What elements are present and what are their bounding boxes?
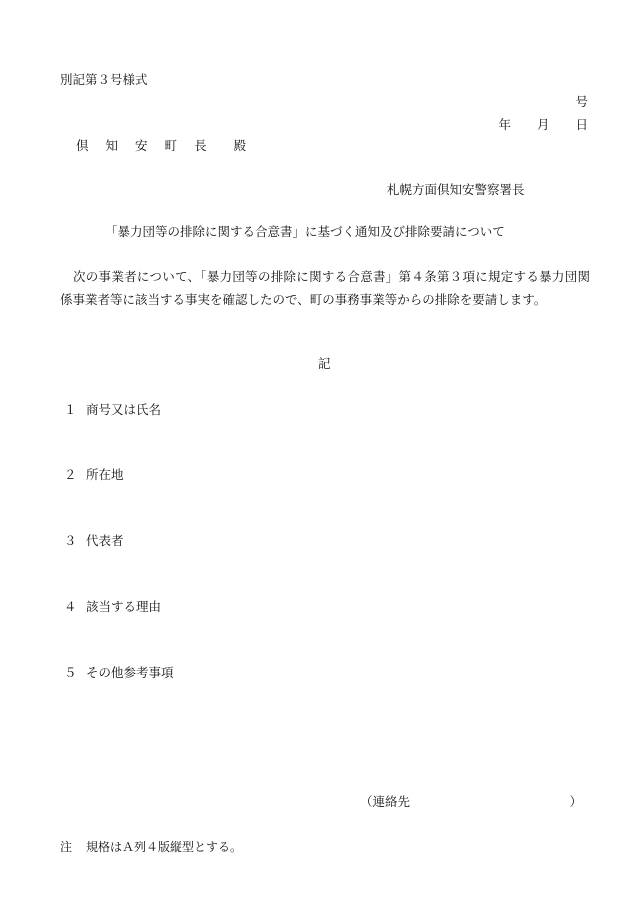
addressee-char: 倶 bbox=[76, 138, 90, 153]
addressee-char: 安 bbox=[135, 138, 149, 153]
item-label: 代表者 bbox=[86, 533, 124, 548]
subject-title: 「暴力団等の排除に関する合意書」に基づく通知及び排除要請について bbox=[105, 224, 505, 239]
date-month-label: 月 bbox=[536, 117, 550, 132]
note-text: 規格はＡ列４版縦型とする。 bbox=[86, 840, 243, 854]
list-item bbox=[64, 531, 124, 549]
body-paragraph: 次の事業者について、「暴力団等の排除に関する合意書」第４条第３項に規定する暴力団関係事業者等に該当する事実を確認したので、町の事務事業等からの排除を要請します。 bbox=[60, 269, 590, 307]
item-label: 商号又は氏名 bbox=[86, 402, 162, 417]
addressee bbox=[76, 136, 247, 154]
item-label: その他参考事項 bbox=[86, 665, 174, 680]
contact-open: （連絡先 bbox=[360, 794, 411, 809]
date-day-label: 日 bbox=[575, 117, 588, 132]
document-number-suffix: 号 bbox=[575, 94, 588, 109]
addressee-char: 町 bbox=[164, 138, 179, 153]
item-number: ３ bbox=[64, 533, 77, 548]
item-label: 所在地 bbox=[86, 467, 124, 482]
list-item bbox=[64, 597, 161, 615]
list-item bbox=[64, 465, 124, 483]
item-number: ２ bbox=[64, 467, 77, 482]
ki-heading: 記 bbox=[318, 356, 331, 371]
item-number: ４ bbox=[64, 599, 77, 614]
item-label: 該当する理由 bbox=[86, 599, 162, 614]
addressee-char: 長 bbox=[194, 138, 208, 153]
addressee-char: 知 bbox=[105, 138, 120, 153]
item-number: ５ bbox=[64, 665, 77, 680]
sender: 札幌方面倶知安警察署長 bbox=[387, 182, 525, 197]
date-line bbox=[498, 115, 588, 133]
date-year-label: 年 bbox=[498, 117, 511, 132]
contact-close: ） bbox=[569, 794, 582, 809]
footnote bbox=[60, 838, 242, 855]
list-item bbox=[64, 400, 161, 418]
item-number: １ bbox=[64, 402, 77, 417]
addressee-honorific: 殿 bbox=[233, 138, 248, 153]
form-number: 別記第３号様式 bbox=[60, 72, 148, 87]
list-item bbox=[64, 663, 174, 681]
note-prefix: 注 bbox=[60, 840, 73, 854]
